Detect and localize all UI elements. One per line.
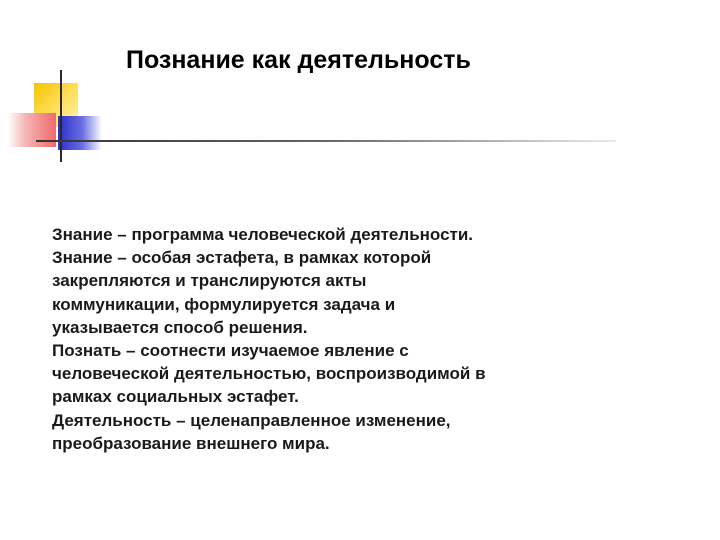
blue-square-decoration — [58, 116, 102, 150]
body-line: Знание – особая эстафета, в рамках которой — [52, 248, 432, 268]
body-line: человеческой деятельностью, воспроизводимой в — [52, 364, 486, 384]
body-line: рамках социальных эстафет. — [52, 387, 299, 407]
body-line: указывается способ решения. — [52, 317, 308, 337]
body-line: Знание – программа человеческой деятельности. — [52, 225, 474, 244]
body-line: коммуникации, формулируется задача и — [52, 294, 396, 314]
body-line: Познать – соотнести изучаемое явление с — [52, 341, 409, 361]
title-underline-rule — [36, 140, 616, 142]
slide-body-text — [52, 223, 592, 455]
body-line: закрепляются и транслируются акты — [52, 271, 367, 291]
slide-title: Познание как деятельность — [126, 46, 471, 74]
vertical-rule-decoration — [60, 70, 62, 162]
body-line: Деятельность – целенаправленное изменение, — [52, 410, 451, 430]
body-line: преобразование внешнего мира. — [52, 433, 330, 453]
